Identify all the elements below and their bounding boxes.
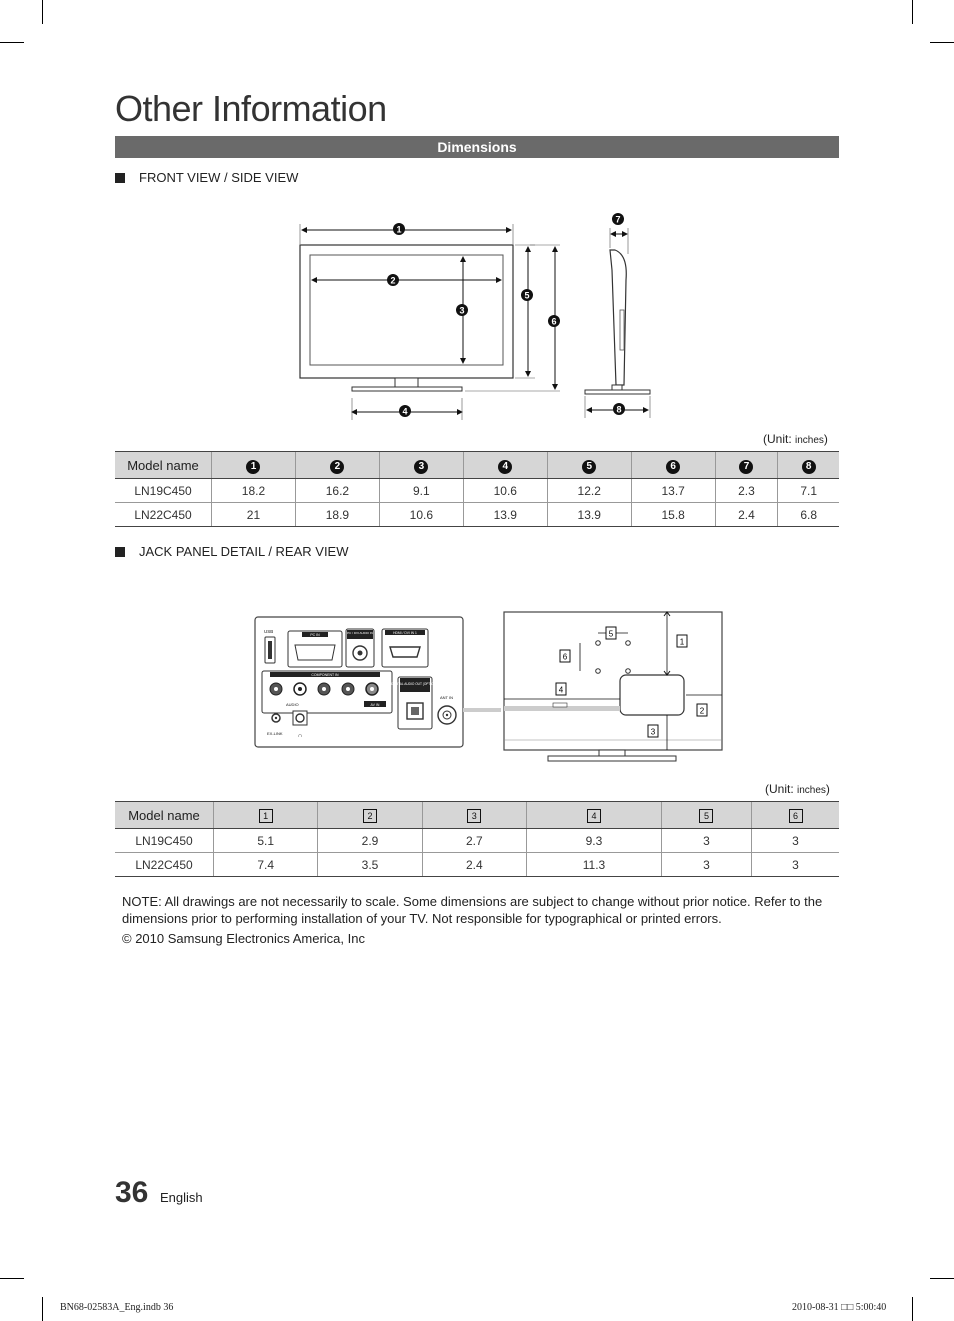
front-unit-label: (Unit: inches) xyxy=(763,432,828,446)
svg-text:2: 2 xyxy=(699,706,705,716)
crop-mark xyxy=(42,0,43,24)
value-cell: 7.1 xyxy=(778,479,839,503)
table-header-row xyxy=(115,802,839,829)
callout-1 xyxy=(393,223,405,235)
value-cell: 3 xyxy=(661,829,751,853)
value-cell: 18.2 xyxy=(212,479,296,503)
callout-7 xyxy=(612,213,624,225)
page-language: English xyxy=(160,1190,203,1205)
svg-text:6: 6 xyxy=(562,652,568,662)
column-header: 4 xyxy=(463,452,547,479)
table-row xyxy=(115,479,839,503)
value-cell: 3 xyxy=(752,829,839,853)
rear-callout-4 xyxy=(556,683,566,695)
bullet-icon xyxy=(115,173,125,183)
svg-text:5: 5 xyxy=(608,629,614,639)
svg-text:DIGITAL AUDIO OUT (OPTICAL): DIGITAL AUDIO OUT (OPTICAL) xyxy=(391,682,439,686)
value-cell: 2.7 xyxy=(422,829,526,853)
copyright-text: © 2010 Samsung Electronics America, Inc xyxy=(122,931,365,946)
value-cell: 11.3 xyxy=(526,853,661,877)
rear-dimensions-table xyxy=(115,801,839,877)
model-name-header: Model name xyxy=(115,452,212,479)
svg-text:ANT IN: ANT IN xyxy=(440,695,454,700)
rear-callout-2 xyxy=(697,704,707,716)
value-cell: 9.1 xyxy=(379,479,463,503)
rear-view-heading xyxy=(115,544,349,559)
rear-callout-1 xyxy=(677,635,687,647)
callout-6 xyxy=(548,315,560,327)
svg-text:EX-LINK: EX-LINK xyxy=(267,731,283,736)
column-header: 4 xyxy=(526,802,661,829)
value-cell: 2.4 xyxy=(422,853,526,877)
rear-unit-label: (Unit: inches) xyxy=(765,782,830,796)
column-header: 2 xyxy=(295,452,379,479)
column-header: 8 xyxy=(778,452,839,479)
svg-text:4: 4 xyxy=(558,685,564,695)
svg-text:AUDIO: AUDIO xyxy=(286,702,299,707)
value-cell: 12.2 xyxy=(547,479,631,503)
svg-text:PC / DVI AUDIO IN: PC / DVI AUDIO IN xyxy=(347,631,373,635)
crop-mark xyxy=(42,1297,43,1321)
model-name-header: Model name xyxy=(115,802,214,829)
value-cell: 9.3 xyxy=(526,829,661,853)
footer-timestamp: 2010-08-31 □□ 5:00:40 xyxy=(792,1302,887,1313)
value-cell: 13.7 xyxy=(631,479,715,503)
svg-text:2: 2 xyxy=(390,275,396,286)
model-cell: LN22C450 xyxy=(115,503,212,527)
value-cell: 13.9 xyxy=(463,503,547,527)
svg-text:7: 7 xyxy=(615,214,621,225)
model-cell: LN19C450 xyxy=(115,829,214,853)
column-header: 3 xyxy=(379,452,463,479)
front-side-view-drawing xyxy=(290,210,670,425)
svg-text:8: 8 xyxy=(616,404,622,415)
footer-file: BN68-02583A_Eng.indb 36 xyxy=(60,1302,174,1313)
crop-mark xyxy=(0,42,24,43)
column-header: 7 xyxy=(715,452,778,479)
value-cell: 3 xyxy=(752,853,839,877)
page-number: 36 xyxy=(115,1176,149,1209)
table-row xyxy=(115,853,839,877)
column-header: 6 xyxy=(752,802,839,829)
svg-text:4: 4 xyxy=(402,406,408,417)
svg-text:1: 1 xyxy=(396,224,402,235)
rear-view-heading-text: JACK PANEL DETAIL / REAR VIEW xyxy=(139,544,349,559)
value-cell: 13.9 xyxy=(547,503,631,527)
crop-mark xyxy=(930,1278,954,1279)
crop-mark xyxy=(0,1278,24,1279)
svg-text:5: 5 xyxy=(524,290,530,301)
value-cell: 6.8 xyxy=(778,503,839,527)
value-cell: 21 xyxy=(212,503,296,527)
table-header-row xyxy=(115,452,839,479)
value-cell: 3.5 xyxy=(318,853,422,877)
value-cell: 18.9 xyxy=(295,503,379,527)
callout-4 xyxy=(399,405,411,417)
value-cell: 2.9 xyxy=(318,829,422,853)
value-cell: 10.6 xyxy=(379,503,463,527)
svg-text:AV IN: AV IN xyxy=(370,703,380,707)
value-cell: 10.6 xyxy=(463,479,547,503)
section-bar: Dimensions xyxy=(115,136,839,158)
column-header: 5 xyxy=(547,452,631,479)
value-cell: 5.1 xyxy=(214,829,318,853)
model-cell: LN19C450 xyxy=(115,479,212,503)
jack-panel-rear-view-drawing xyxy=(250,605,730,770)
model-cell: LN22C450 xyxy=(115,853,214,877)
table-row xyxy=(115,829,839,853)
callout-2 xyxy=(387,274,399,286)
value-cell: 2.3 xyxy=(715,479,778,503)
value-cell: 15.8 xyxy=(631,503,715,527)
column-header: 5 xyxy=(661,802,751,829)
front-dimensions-table xyxy=(115,451,839,527)
callout-3 xyxy=(456,304,468,316)
svg-text:1: 1 xyxy=(679,637,685,647)
svg-text:PC IN: PC IN xyxy=(310,633,320,637)
rear-callout-5 xyxy=(606,627,616,639)
svg-text:3: 3 xyxy=(650,727,656,737)
svg-text:COMPONENT IN: COMPONENT IN xyxy=(311,673,339,677)
column-header: 6 xyxy=(631,452,715,479)
value-cell: 2.4 xyxy=(715,503,778,527)
column-header: 1 xyxy=(212,452,296,479)
bullet-icon xyxy=(115,547,125,557)
column-header: 3 xyxy=(422,802,526,829)
front-view-heading xyxy=(115,170,298,185)
svg-text:HDMI / DVI IN 1: HDMI / DVI IN 1 xyxy=(393,631,417,635)
rear-callout-3 xyxy=(648,725,658,737)
value-cell: 7.4 xyxy=(214,853,318,877)
callout-8 xyxy=(613,403,625,415)
column-header: 1 xyxy=(214,802,318,829)
table-row xyxy=(115,503,839,527)
svg-text:3: 3 xyxy=(459,305,465,316)
page-title: Other Information xyxy=(115,88,387,129)
note-text: NOTE: All drawings are not necessarily to scale. Some dimensions are subject to change without prior notice. Refer to the dimensions prior to performing installation of your TV. Not responsible for typographical or printed errors. xyxy=(122,894,823,926)
value-cell: 3 xyxy=(661,853,751,877)
value-cell: 16.2 xyxy=(295,479,379,503)
callout-5 xyxy=(521,289,533,301)
column-header: 2 xyxy=(318,802,422,829)
front-view-heading-text: FRONT VIEW / SIDE VIEW xyxy=(139,170,299,185)
crop-mark xyxy=(912,0,913,24)
svg-text:6: 6 xyxy=(551,316,557,327)
crop-mark xyxy=(912,1297,913,1321)
svg-text:∩: ∩ xyxy=(298,733,303,739)
crop-mark xyxy=(930,42,954,43)
rear-callout-6 xyxy=(560,650,570,662)
svg-text:USB: USB xyxy=(264,629,274,634)
